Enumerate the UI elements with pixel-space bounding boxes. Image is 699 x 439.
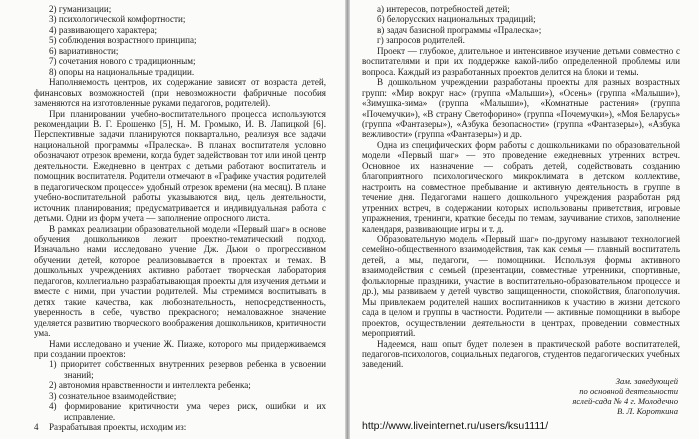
list-item: г) запросов родителей. — [377, 35, 465, 46]
list-item: 4) формирование критичности ума через риск, ошибки и их исправление. — [49, 401, 326, 422]
paragraph: Надеемся, наш опыт будет полезен в практической работе воспитателей, педагогов-психологов, социальных педагогов, студентов педагогических учебных заведений. — [362, 338, 680, 370]
list-item: 3) психологической комфортности; — [49, 14, 186, 25]
right-text-column — [362, 4, 680, 416]
left-text-column — [34, 4, 326, 433]
list-item: б) белорусских национальных традиций; — [377, 14, 536, 25]
paragraph: Образовательную модель «Первый шаг» по-другому называют технологией семейно-общественного взаимодействия, так как семья — главный воспитатель детей, а мы, педагоги, — помощники. Используя формы активного взаимодействия с семьей (презентации, совместные утренники, спортивные, фольклорные праздники, участие в воспитательно-образовательном процессе и др.), мы развиваем у детей чувство защищенности, спокойствия, благополучия. Мы привлекаем родителей наших воспитанников к участию в жизни детского сада в целом и группы в частности. Родители — активные помощники в выборе проектов, осуществлении деятельности в центрах, проведении совместных мероприятий. — [362, 233, 680, 339]
signature-line: яслей-сада № 4 г. Молодечно — [572, 395, 678, 406]
paragraph: Нами исследовано и учение Ж. Пиаже, которого мы придерживаемся при создании проектов: — [34, 338, 326, 359]
list-item: в) задач базисной программы «Пралеска»; — [377, 24, 542, 35]
watermark-url[interactable]: http://www.liveinternet.ru/users/ksu1111/ — [362, 420, 549, 432]
signature-line: по основной деятельности — [579, 385, 678, 396]
list-item: 2) гуманизации; — [49, 4, 112, 14]
list-item: а) интересов, потребностей детей; — [377, 4, 510, 14]
author-signature — [362, 376, 680, 416]
paragraph: В дошкольном учреждении разработаны проекты для разных возрастных групп: «Мир вокруг нас» (группа «Малыши»), «Осень» (группа «Малыши»), «Зимушка-зима» (группа «Малыши»), «Комнатные растения» (группа «Почемучки»), «В страну Светофорино» (группа «Почемучки»), «Моя Беларусь» (группа «Фантазеры»), «Азбука безопасности» (группа «Фантазеры»), «Азбука вежливости» (группа «Фантазеры») и др. — [362, 77, 680, 140]
right-paragraphs — [362, 4, 680, 370]
list-item: 5) соблюдения возрастного принципа; — [49, 35, 197, 46]
page-number: 4 — [34, 422, 39, 432]
paragraph: Разрабатывая проекты, исходим из: — [49, 422, 187, 433]
signature-author-name: В. Л. Короткина — [616, 405, 678, 416]
list-item: 7) сочетания нового с традиционным; — [49, 56, 196, 67]
paragraph: При планировании учебно-воспитательного процесса используются рекомендации В. Г. Ерошенко [5], Н. М. Громыко, И. В. Лапицкой [6]. Перспективные задачи планируются поквартально, реализуя все задачи национальной программы «Пралеска». В планах воспитателя условно обозначают отрезок времени, когда будет задействован тот или иной центр деятельности. Ежедневно в центрах с детьми работают воспитатель и помощник воспитателя. Родители отмечают в «Графике участия родителей в педагогическом процессе» удобный отрезок времени (на месяц). В плане учебно-воспитательной работы указываются вид, цель деятельности, источник планирования; предусматривается и индивидуальная работа с детьми. Одни из форм учета — заполнение опросного листа. — [34, 108, 326, 224]
paragraph: Проект — глубокое, длительное и интенсивное изучение детьми совместно с воспитателями и при их поддержке какой-либо определенной проблемы или вопроса. Каждый из разработанных проектов делится на блоки и темы. — [362, 45, 680, 77]
paragraph: Наполняемость центров, их содержание зависят от возраста детей, финансовых возможностей (при невозможности фабричные пособия заменяются на изготовленные руками педагогов, родителей). — [34, 77, 326, 109]
list-item: 1) приоритет собственных внутренних резервов ребенка в усвоении знаний; — [49, 359, 326, 380]
list-item: 3) сознательное взаимодействие; — [49, 390, 177, 401]
list-item: 6) вариативности; — [49, 45, 119, 56]
right-page — [350, 0, 699, 439]
left-page — [0, 0, 346, 439]
list-item: 8) опоры на национальные традиции. — [49, 66, 195, 77]
signature-line: Зам. заведующей — [615, 375, 678, 386]
paragraph: Одна из специфических форм работы с дошкольниками по образовательной модели «Первый шаг» — это проведение ежедневных утренних встреч. Основное их назначение — собрать детей, содействовать созданию благоприятного психологического микроклимата в детском коллективе, настроить на совместное пребывание и активную деятельность в группе в течение дня. Педагогами нашего дошкольного учреждения разработан ряд утренних встреч, в содержании которых использованы приветствия, игровые упражнения, тренинги, краткие беседы по темам, заучивание стихов, заполнение календаря, развивающие игры и т. д. — [362, 139, 680, 234]
list-item: 4) развивающего характера; — [49, 24, 158, 35]
paragraph: В рамках реализации образовательной модели «Первый шаг» в основе обучения дошкольников лежит проектно-тематический подход. Изначально нами исследовано учение Дж. Дьюи о прогрессивном обучении детей, которое реализовывается в проектах и темах. В дошкольных учреждениях активно работает творческая лаборатория педагогов, коллегиально разрабатывающая проекты для изучения детьми и вместе с ними, при участии родителей. Мы стремимся воспитывать в детях такие качества, как любознательность, непосредственность, уверенность в себе, чувство прекрасного; немаловажное значение уделяется развитию творческого воображения дошкольников, критичности ума. — [34, 223, 326, 339]
list-item: 2) автономия нравственности и интеллекта ребенка; — [49, 380, 251, 391]
